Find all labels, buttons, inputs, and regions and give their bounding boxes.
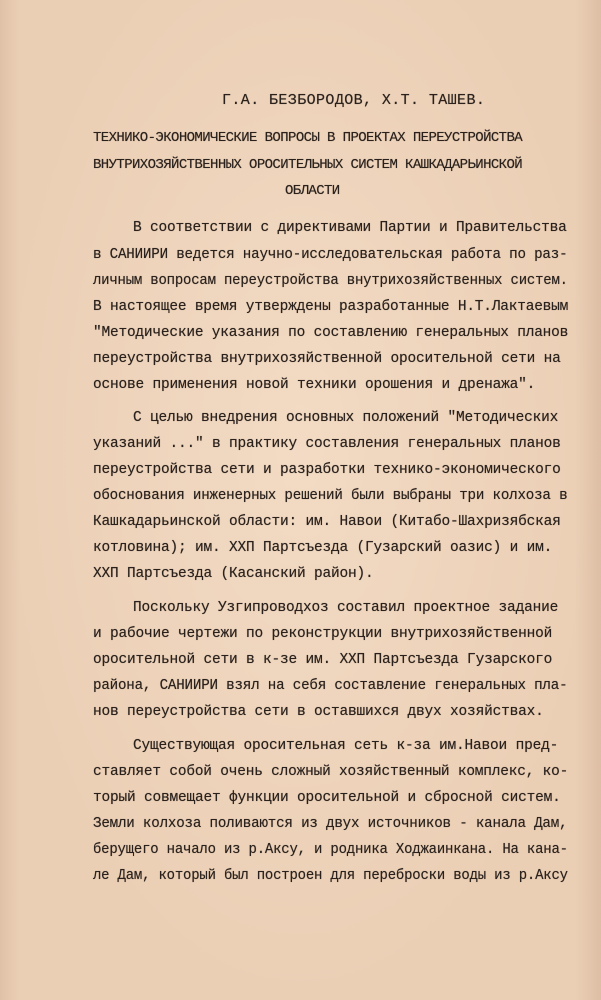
paragraph-1-line-5: "Методические указания по составлению генеральных планов [93,325,569,341]
paragraph-4-line-4: Земли колхоза поливаются из двух источников - канала Дам, [93,816,568,832]
paragraph-1-line-3: личным вопросам переустройства внутрихозяйственных систем. [93,273,568,289]
paragraph-2-line-2: указаний ..." в практику составления генеральных планов [93,436,561,452]
paragraph-3-line-2: и рабочие чертежи по реконструкции внутрихозяйственной [93,626,553,642]
title-line-1: ТЕХНИКО-ЭКОНОМИЧЕСКИЕ ВОПРОСЫ В ПРОЕКТАХ ПЕРЕУСТРОЙСТВА [93,130,523,146]
paragraph-3-line-3: оросительной сети в к-зе им. ХХП Партсъезда Гузарского [93,652,553,668]
paragraph-2-line-6: котловина); им. ХХП Партсъезда (Гузарский оазис) и им. [93,540,553,556]
paragraph-2-line-1: С целью внедрения основных положений "Методических [133,410,559,426]
paragraph-2-line-5: Кашкадарьинской области: им. Навои (Китабо-Шахризябская [93,514,561,530]
paragraph-4-line-1: Существующая оросительная сеть к-за им.Навои пред- [133,738,559,754]
paragraph-3-line-4: района, САНИИРИ взял на себя составление генеральных пла- [93,678,568,694]
authors-line: Г.А. БЕЗБОРОДОВ, Х.Т. ТАШЕВ. [222,92,486,109]
paragraph-1-line-2: в САНИИРИ ведется научно-исследовательская работа по раз- [93,247,568,263]
paragraph-2-line-7: ХХП Партсъезда (Касанский район). [93,566,374,582]
title-line-3: ОБЛАСТИ [285,183,340,199]
paragraph-1-line-6: переустройства внутрихозяйственной оросительной сети на [93,351,561,367]
paragraph-3-line-1: Поскольку Узгипроводхоз составил проектное задание [133,600,559,616]
paragraph-4-line-2: ставляет собой очень сложный хозяйственный комплекс, ко- [93,764,569,780]
title-line-2: ВНУТРИХОЗЯЙСТВЕННЫХ ОРОСИТЕЛЬНЫХ СИСТЕМ КАШКАДАРЬИНСКОЙ [93,157,523,173]
paragraph-1-line-1: В соответствии с директивами Партии и Правительства [133,220,567,236]
paragraph-1-line-7: основе применения новой техники орошения и дренажа". [93,377,536,393]
paragraph-3-line-5: нов переустройства сети в оставшихся двух хозяйствах. [93,704,544,720]
paragraph-4-line-5: берущего начало из р.Аксу, и родника Ходжаинкана. На кана- [93,842,568,858]
paragraph-2-line-3: переустройства сети и разработки технико-экономического [93,462,561,478]
paragraph-1-line-4: В настоящее время утверждены разработанные Н.Т.Лактаевым [93,299,569,315]
paragraph-4-line-3: торый совмещает функции оросительной и сбросной систем. [93,790,561,806]
paragraph-2-line-4: обоснования инженерных решений были выбраны три колхоза в [93,488,568,504]
paragraph-4-line-6: ле Дам, который был построен для переброски воды из р.Аксу [93,868,568,884]
